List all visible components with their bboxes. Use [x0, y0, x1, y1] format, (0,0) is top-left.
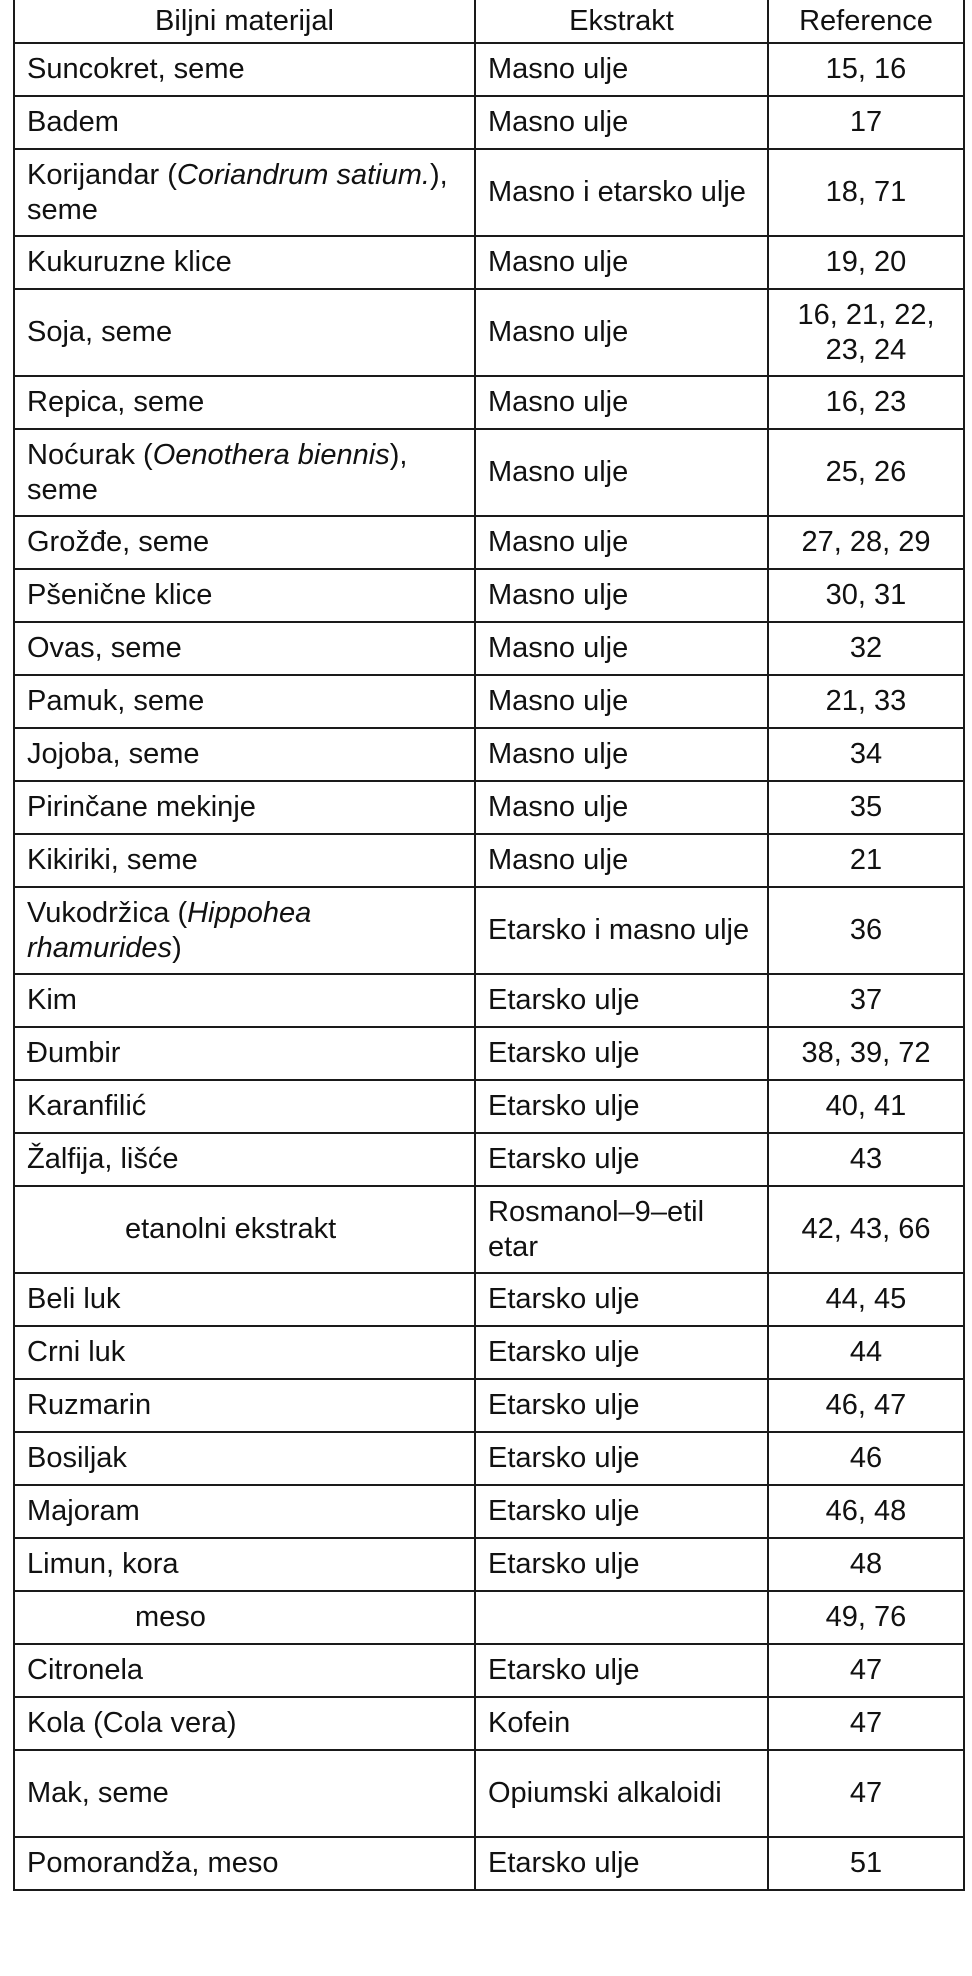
- extract-cell: Masno ulje: [475, 376, 768, 429]
- material-cell: Beli luk: [14, 1273, 475, 1326]
- material-cell: Đumbir: [14, 1027, 475, 1080]
- references-cell: 25, 26: [768, 429, 964, 516]
- extract-cell: Etarsko ulje: [475, 1837, 768, 1890]
- table-row: [14, 569, 964, 622]
- references-cell: 19, 20: [768, 236, 964, 289]
- extract-cell: Etarsko ulje: [475, 1133, 768, 1186]
- extract-cell: Etarsko ulje: [475, 1644, 768, 1697]
- extract-cell: Masno ulje: [475, 289, 768, 376]
- extract-cell: Etarsko ulje: [475, 1432, 768, 1485]
- extract-cell: Masno ulje: [475, 43, 768, 96]
- references-cell: 16, 21, 22, 23, 24: [768, 289, 964, 376]
- material-text: Noćurak (: [27, 438, 153, 471]
- material-cell: Badem: [14, 96, 475, 149]
- table-row: [14, 1644, 964, 1697]
- extract-cell: Etarsko ulje: [475, 974, 768, 1027]
- material-text: ), seme: [27, 438, 408, 506]
- table-row: [14, 1697, 964, 1750]
- latin-name: Coriandrum satium.: [176, 158, 430, 191]
- references-cell: 21, 33: [768, 675, 964, 728]
- extract-cell: Kofein: [475, 1697, 768, 1750]
- references-cell: 35: [768, 781, 964, 834]
- table-row: [14, 887, 964, 974]
- extract-cell: Masno ulje: [475, 834, 768, 887]
- references-cell: 40, 41: [768, 1080, 964, 1133]
- references-cell: 30, 31: [768, 569, 964, 622]
- material-text: ), seme: [27, 158, 448, 226]
- material-cell: Pomorandža, meso: [14, 1837, 475, 1890]
- material-cell: [14, 149, 475, 236]
- header-extract: Ekstrakt: [475, 0, 768, 43]
- extract-cell: Masno ulje: [475, 781, 768, 834]
- table-row: [14, 1837, 964, 1890]
- material-cell: Soja, seme: [14, 289, 475, 376]
- references-cell: 38, 39, 72: [768, 1027, 964, 1080]
- table-row: [14, 1273, 964, 1326]
- references-cell: 47: [768, 1750, 964, 1837]
- material-subitem-cell: meso: [14, 1591, 475, 1644]
- header-references: Reference: [768, 0, 964, 43]
- extract-cell: Masno ulje: [475, 236, 768, 289]
- material-cell: Limun, kora: [14, 1538, 475, 1591]
- material-cell: Repica, seme: [14, 376, 475, 429]
- latin-name: Hippohea rhamurides: [27, 896, 312, 964]
- extract-cell: Opiumski alkaloidi: [475, 1750, 768, 1837]
- references-cell: 21: [768, 834, 964, 887]
- references-cell: 51: [768, 1837, 964, 1890]
- references-cell: 46: [768, 1432, 964, 1485]
- table-row: [14, 429, 964, 516]
- material-cell: Kukuruzne klice: [14, 236, 475, 289]
- table-row: [14, 1133, 964, 1186]
- table-row: [14, 236, 964, 289]
- material-text: Vukodržica (: [27, 896, 188, 929]
- table-row: [14, 516, 964, 569]
- extract-cell: Masno ulje: [475, 429, 768, 516]
- references-cell: 43: [768, 1133, 964, 1186]
- references-cell: 32: [768, 622, 964, 675]
- references-cell: 44, 45: [768, 1273, 964, 1326]
- latin-name: Oenothera biennis: [152, 438, 390, 471]
- table-row: [14, 1379, 964, 1432]
- extract-cell: Etarsko ulje: [475, 1326, 768, 1379]
- references-cell: 27, 28, 29: [768, 516, 964, 569]
- references-cell: 36: [768, 887, 964, 974]
- extract-cell: Masno ulje: [475, 516, 768, 569]
- table-row: [14, 728, 964, 781]
- material-cell: Grožđe, seme: [14, 516, 475, 569]
- table-row: [14, 1538, 964, 1591]
- extract-cell: Masno ulje: [475, 622, 768, 675]
- material-cell: Kim: [14, 974, 475, 1027]
- table-row: [14, 1027, 964, 1080]
- table-row: [14, 149, 964, 236]
- header-material: Biljni materijal: [14, 0, 475, 43]
- material-cell: Žalfija, lišće: [14, 1133, 475, 1186]
- material-cell: Ovas, seme: [14, 622, 475, 675]
- extract-cell: Etarsko i masno ulje: [475, 887, 768, 974]
- material-cell: Suncokret, seme: [14, 43, 475, 96]
- header-row: [14, 0, 964, 43]
- references-cell: 46, 47: [768, 1379, 964, 1432]
- material-cell: Jojoba, seme: [14, 728, 475, 781]
- table-row: [14, 781, 964, 834]
- references-cell: 15, 16: [768, 43, 964, 96]
- references-cell: 34: [768, 728, 964, 781]
- table-row: [14, 1326, 964, 1379]
- table-row: [14, 1432, 964, 1485]
- references-table: [13, 0, 965, 1891]
- material-cell: Mak, seme: [14, 1750, 475, 1837]
- extract-cell: Masno ulje: [475, 728, 768, 781]
- table-row: [14, 622, 964, 675]
- table-row: [14, 1485, 964, 1538]
- table-row: [14, 834, 964, 887]
- material-cell: Kola (Cola vera): [14, 1697, 475, 1750]
- table-row: [14, 43, 964, 96]
- material-text: ): [172, 931, 182, 964]
- references-cell: 42, 43, 66: [768, 1186, 964, 1273]
- extract-cell: Masno i etarsko ulje: [475, 149, 768, 236]
- material-cell: Ruzmarin: [14, 1379, 475, 1432]
- material-cell: Pšenične klice: [14, 569, 475, 622]
- references-cell: 37: [768, 974, 964, 1027]
- extract-cell: Etarsko ulje: [475, 1485, 768, 1538]
- extract-cell: Masno ulje: [475, 675, 768, 728]
- material-cell: Karanfilić: [14, 1080, 475, 1133]
- material-cell: Kikiriki, seme: [14, 834, 475, 887]
- references-cell: 49, 76: [768, 1591, 964, 1644]
- extract-cell: [475, 1591, 768, 1644]
- table-row: [14, 974, 964, 1027]
- table-row: [14, 1186, 964, 1273]
- material-cell: Crni luk: [14, 1326, 475, 1379]
- extract-cell: Etarsko ulje: [475, 1080, 768, 1133]
- material-cell: Bosiljak: [14, 1432, 475, 1485]
- material-cell: [14, 429, 475, 516]
- table-row: [14, 1080, 964, 1133]
- extract-cell: Rosmanol–9–etil etar: [475, 1186, 768, 1273]
- references-cell: 48: [768, 1538, 964, 1591]
- references-cell: 17: [768, 96, 964, 149]
- table-row: [14, 96, 964, 149]
- references-cell: 46, 48: [768, 1485, 964, 1538]
- material-cell: Majoram: [14, 1485, 475, 1538]
- extract-cell: Etarsko ulje: [475, 1379, 768, 1432]
- references-cell: 47: [768, 1697, 964, 1750]
- references-cell: 47: [768, 1644, 964, 1697]
- extract-cell: Etarsko ulje: [475, 1027, 768, 1080]
- extract-cell: Masno ulje: [475, 96, 768, 149]
- material-text: Korijandar (: [27, 158, 177, 191]
- table-row: [14, 376, 964, 429]
- material-cell: Pamuk, seme: [14, 675, 475, 728]
- extract-cell: Etarsko ulje: [475, 1538, 768, 1591]
- table-row: [14, 1750, 964, 1837]
- material-subitem-cell: etanolni ekstrakt: [14, 1186, 475, 1273]
- references-cell: 44: [768, 1326, 964, 1379]
- material-cell: Citronela: [14, 1644, 475, 1697]
- material-cell: Pirinčane mekinje: [14, 781, 475, 834]
- table-row: [14, 289, 964, 376]
- extract-cell: Masno ulje: [475, 569, 768, 622]
- table-row: [14, 1591, 964, 1644]
- table-row: [14, 675, 964, 728]
- references-cell: 16, 23: [768, 376, 964, 429]
- references-cell: 18, 71: [768, 149, 964, 236]
- extract-cell: Etarsko ulje: [475, 1273, 768, 1326]
- material-cell: [14, 887, 475, 974]
